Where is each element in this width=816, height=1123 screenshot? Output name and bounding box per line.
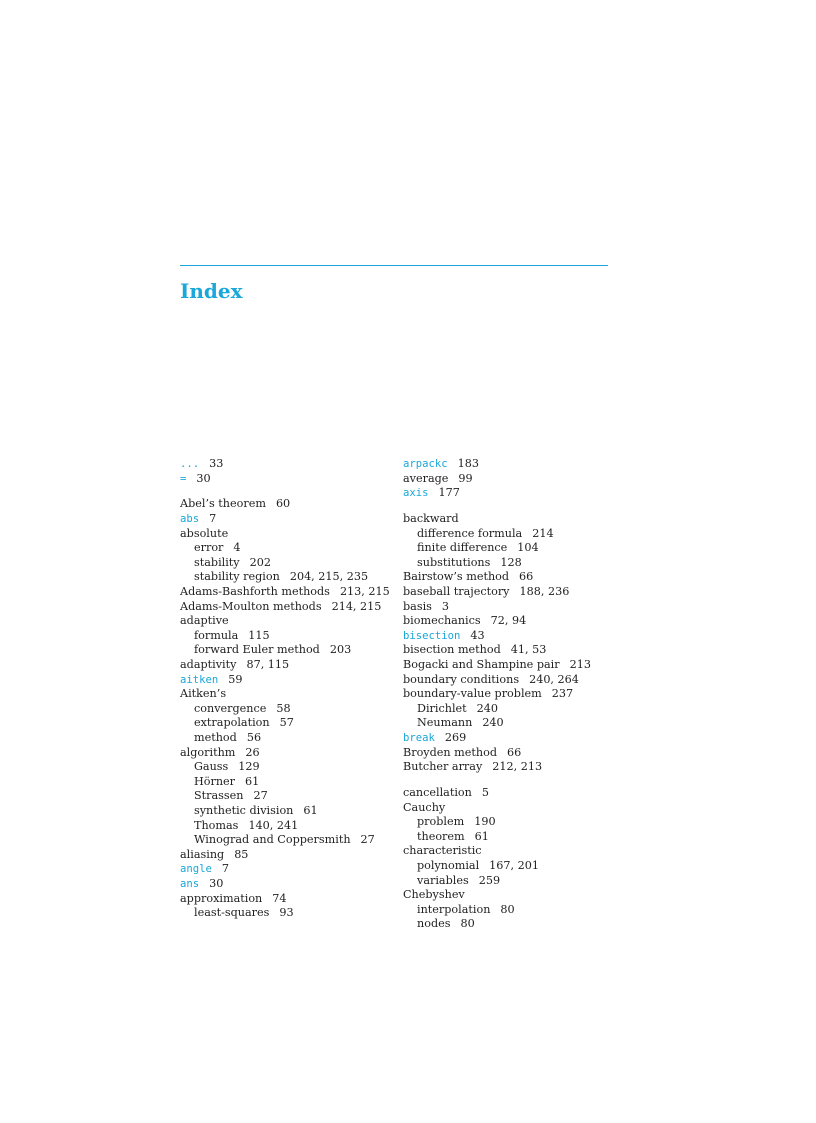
- index-subentry: [180, 731, 390, 746]
- index-term: Thomas: [194, 818, 239, 832]
- index-entry: [403, 600, 618, 615]
- index-term: method: [194, 730, 237, 744]
- index-entry: [180, 877, 390, 892]
- index-term: average: [403, 471, 449, 485]
- index-subentry: [180, 570, 390, 585]
- index-term: bisection: [403, 629, 461, 642]
- index-entry: [180, 497, 390, 512]
- index-subentry: [403, 527, 618, 542]
- page-numbers: 26: [245, 745, 260, 759]
- index-entry: [180, 746, 390, 761]
- index-entry: [180, 673, 390, 688]
- index-subentry: [403, 541, 618, 556]
- page-numbers: 204, 215, 235: [289, 570, 369, 584]
- index-entry: [403, 457, 618, 472]
- page-numbers: 104: [517, 541, 539, 555]
- page-numbers: 93: [279, 906, 294, 920]
- page-numbers: 66: [519, 570, 534, 584]
- index-entry: [403, 585, 618, 600]
- page-numbers: 128: [500, 555, 522, 569]
- index-entry: [180, 862, 390, 877]
- page-numbers: 59: [228, 672, 243, 686]
- index-term: Gauss: [194, 760, 229, 774]
- index-entry: [180, 658, 390, 673]
- index-entry: [403, 746, 618, 761]
- index-entry: [403, 760, 618, 775]
- page-numbers: 240: [476, 701, 498, 715]
- index-term: error: [194, 541, 224, 555]
- index-subentry: [180, 716, 390, 731]
- index-term: convergence: [194, 701, 267, 715]
- page-numbers: 5: [481, 786, 489, 800]
- page-numbers: 240, 264: [529, 672, 579, 686]
- index-term: ans: [180, 877, 200, 890]
- index-term: Butcher array: [403, 760, 483, 774]
- index-term: adaptive: [180, 614, 229, 628]
- index-term: cancellation: [403, 786, 472, 800]
- page-numbers: 43: [470, 628, 485, 642]
- index-entry: [180, 457, 390, 472]
- index-entry: [403, 629, 618, 644]
- index-subentry: [403, 859, 618, 874]
- page-numbers: 61: [245, 774, 260, 788]
- page-numbers: 30: [196, 471, 211, 485]
- page-numbers: 213: [569, 658, 591, 672]
- index-subentry: [180, 760, 390, 775]
- index-subentry: [180, 804, 390, 819]
- index-term: Strassen: [194, 789, 244, 803]
- page-numbers: 240: [482, 716, 504, 730]
- index-term: algorithm: [180, 745, 236, 759]
- index-subentry: [180, 789, 390, 804]
- index-subentry: [403, 556, 618, 571]
- index-entry: [180, 614, 390, 629]
- index-subentry: [403, 815, 618, 830]
- index-term: boundary conditions: [403, 672, 520, 686]
- page-numbers: 188, 236: [519, 585, 570, 599]
- index-term: Bogacki and Shampine pair: [403, 658, 560, 672]
- index-term: backward: [403, 512, 459, 526]
- index-entry: [180, 600, 390, 615]
- page-numbers: 214, 215: [331, 599, 382, 613]
- index-term: approximation: [180, 891, 263, 905]
- index-term: Adams-Bashforth methods: [180, 585, 330, 599]
- index-subentry: [403, 830, 618, 845]
- page-title: Index: [180, 279, 243, 303]
- index-term: Abel’s theorem: [180, 497, 266, 511]
- page-numbers: 61: [474, 829, 489, 843]
- page-numbers: 269: [444, 730, 467, 744]
- index-term: nodes: [417, 917, 451, 931]
- index-term: Broyden method: [403, 745, 497, 759]
- index-entry: [180, 687, 390, 702]
- page-numbers: 214: [532, 526, 554, 540]
- page-numbers: 56: [246, 730, 262, 744]
- index-term: least-squares: [194, 906, 270, 920]
- index-subentry: [403, 702, 618, 717]
- index-subentry: [403, 917, 618, 932]
- page-numbers: 140, 241: [248, 818, 299, 832]
- index-term: aliasing: [180, 847, 225, 861]
- index-term: synthetic division: [194, 803, 294, 817]
- page-numbers: 87, 115: [246, 658, 290, 672]
- page-numbers: 99: [458, 471, 473, 485]
- index-term: arpackc: [403, 458, 448, 470]
- index-subentry: [180, 906, 390, 921]
- index-term: Chebyshev: [403, 888, 465, 902]
- page-numbers: 115: [248, 628, 270, 642]
- index-entry: [403, 731, 618, 746]
- index-entry: [403, 512, 618, 527]
- index-term: characteristic: [403, 844, 482, 858]
- index-term: stability region: [194, 570, 280, 584]
- index-term: Bairstow’s method: [403, 570, 510, 584]
- page-numbers: 7: [221, 862, 230, 876]
- index-term: interpolation: [417, 902, 491, 916]
- page-numbers: 41, 53: [510, 643, 547, 657]
- title-rule: [180, 265, 608, 266]
- index-term: theorem: [417, 829, 465, 843]
- index-entry: [180, 585, 390, 600]
- index-subentry: [403, 716, 618, 731]
- index-term: Neumann: [417, 716, 473, 730]
- index-entry: [180, 527, 390, 542]
- index-term: break: [403, 731, 435, 744]
- page-numbers: 27: [360, 833, 375, 847]
- index-subentry: [403, 874, 618, 889]
- index-entry: [403, 888, 618, 903]
- index-term: baseball trajectory: [403, 585, 510, 599]
- page-numbers: 74: [272, 891, 287, 905]
- page-numbers: 129: [238, 760, 260, 774]
- index-term: ...: [180, 458, 200, 470]
- index-entry: [403, 673, 618, 688]
- index-term: absolute: [180, 526, 229, 540]
- index-term: axis: [403, 487, 429, 500]
- index-entry: [403, 643, 618, 658]
- page-numbers: 60: [275, 497, 291, 511]
- page-numbers: 213, 215: [339, 585, 390, 599]
- index-subentry: [180, 702, 390, 717]
- page-numbers: 7: [209, 512, 217, 526]
- page-numbers: 190: [474, 815, 496, 829]
- index-entry: [403, 570, 618, 585]
- index-entry: [403, 687, 618, 702]
- index-term: extrapolation: [194, 716, 270, 730]
- index-subentry: [180, 819, 390, 834]
- index-term: Adams-Moulton methods: [180, 599, 322, 613]
- index-term: Winograd and Coppersmith: [194, 833, 351, 847]
- index-entry: [180, 892, 390, 907]
- page-numbers: 72, 94: [490, 614, 527, 628]
- page-numbers: 4: [233, 541, 241, 555]
- index-subentry: [180, 629, 390, 644]
- index-entry: [403, 844, 618, 859]
- index-entry: [403, 614, 618, 629]
- index-term: Dirichlet: [417, 701, 467, 715]
- page-numbers: 212, 213: [492, 760, 543, 774]
- index-subentry: [180, 775, 390, 790]
- index-term: stability: [194, 555, 240, 569]
- index-term: Aitken’s: [180, 687, 227, 701]
- page-numbers: 203: [329, 643, 352, 657]
- page-numbers: 202: [249, 555, 271, 569]
- page-numbers: 33: [209, 457, 224, 470]
- index-term: Hörner: [194, 774, 236, 788]
- index-term: =: [180, 472, 187, 485]
- index-term: problem: [417, 815, 465, 829]
- index-term: angle: [180, 863, 212, 876]
- index-entry: [403, 472, 618, 487]
- index-entry: [403, 658, 618, 673]
- index-term: difference formula: [417, 526, 523, 540]
- index-entry: [180, 472, 390, 487]
- page-numbers: 167, 201: [489, 859, 539, 873]
- page-numbers: 237: [551, 687, 574, 701]
- index-term: aitken: [180, 673, 219, 686]
- index-subentry: [180, 541, 390, 556]
- page-numbers: 61: [303, 803, 318, 817]
- index-column-left: [180, 457, 390, 921]
- page-numbers: 27: [253, 789, 268, 803]
- index-term: boundary-value problem: [403, 687, 542, 701]
- page-numbers: 183: [457, 457, 480, 470]
- index-term: biomechanics: [403, 614, 481, 628]
- index-term: forward Euler method: [194, 643, 320, 657]
- index-entry: [403, 786, 618, 801]
- index-term: adaptivity: [180, 658, 237, 672]
- index-term: polynomial: [417, 859, 480, 873]
- page-numbers: 57: [279, 716, 294, 730]
- index-term: substitutions: [417, 555, 491, 569]
- index-term: formula: [194, 628, 239, 642]
- page-numbers: 259: [478, 873, 501, 887]
- index-term: basis: [403, 599, 432, 613]
- index-subentry: [180, 643, 390, 658]
- index-subentry: [403, 903, 618, 918]
- index-entry: [180, 512, 390, 527]
- page-numbers: 80: [460, 917, 475, 931]
- index-term: bisection method: [403, 643, 501, 657]
- index-entry: [403, 801, 618, 816]
- index-subentry: [180, 556, 390, 571]
- index-term: variables: [417, 873, 469, 887]
- page-numbers: 30: [209, 876, 224, 890]
- index-entry: [180, 848, 390, 863]
- index-column-right: [403, 457, 618, 932]
- index-term: abs: [180, 513, 200, 526]
- page-numbers: 66: [507, 745, 522, 759]
- index-term: finite difference: [417, 541, 508, 555]
- page-numbers: 85: [234, 847, 249, 861]
- page-numbers: 177: [438, 486, 460, 500]
- index-subentry: [180, 833, 390, 848]
- page-numbers: 80: [500, 902, 515, 916]
- page-numbers: 58: [276, 701, 291, 715]
- index-term: Cauchy: [403, 800, 446, 814]
- page-numbers: 3: [441, 599, 450, 613]
- index-entry: [403, 486, 618, 501]
